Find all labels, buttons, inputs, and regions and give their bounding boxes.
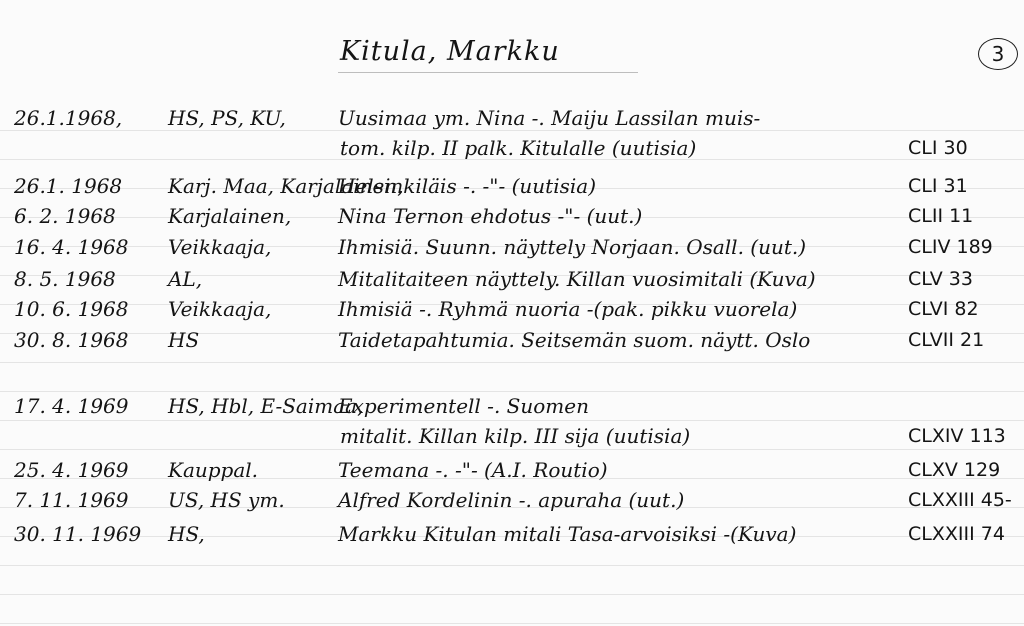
entry-ref: CLV 33 — [908, 268, 973, 290]
entry-date: 7. 11. 1969 — [14, 488, 129, 512]
entry-desc: Alfred Kordelinin -. apuraha (uut.) — [338, 488, 685, 512]
entry-date: 6. 2. 1968 — [14, 204, 116, 228]
entry-date: 8. 5. 1968 — [14, 267, 116, 291]
entry-row — [0, 421, 1024, 451]
entry-desc: Ihmisiä. Suunn. näyttely Norjaan. Osall. (uut.) — [338, 235, 807, 259]
entry-date: 30. 11. 1969 — [14, 522, 142, 546]
entry-desc: tom. kilp. II palk. Kitulalle (uutisia) — [340, 136, 697, 160]
entry-row — [0, 201, 1024, 231]
entry-desc: Helsinkiläis -. -"- (uutisia) — [338, 174, 596, 198]
entry-ref: CLXIV 113 — [908, 425, 1006, 447]
entry-ref: CLXXIII 74 — [908, 523, 1005, 545]
entry-ref: CLI 31 — [908, 175, 968, 197]
entry-row — [0, 485, 1024, 515]
card-number-circle: 3 — [978, 38, 1018, 70]
entry-date: 25. 4. 1969 — [14, 458, 129, 482]
entry-row — [0, 264, 1024, 294]
entry-source: HS, PS, KU, — [168, 106, 286, 130]
entry-source: HS, — [168, 522, 205, 546]
entry-source: HS — [168, 328, 200, 352]
entry-date: 26.1.1968, — [14, 106, 123, 130]
entry-date: 16. 4. 1968 — [14, 235, 129, 259]
entry-source: Veikkaaja, — [168, 235, 272, 259]
entry-ref: CLXV 129 — [908, 459, 1001, 481]
entry-date: 10. 6. 1968 — [14, 297, 129, 321]
entry-desc: Teemana -. -"- (A.I. Routio) — [338, 458, 608, 482]
entry-desc: Uusimaa ym. Nina -. Maiju Lassilan muis- — [338, 106, 761, 130]
entry-row — [0, 519, 1024, 549]
entry-source: Karjalainen, — [168, 204, 292, 228]
entry-ref: CLIV 189 — [908, 236, 993, 258]
entry-ref: CLVII 21 — [908, 329, 985, 351]
entry-desc: Taidetapahtumia. Seitsemän suom. näytt. Oslo — [338, 328, 811, 352]
entry-ref: CLI 30 — [908, 137, 968, 159]
entry-source: AL, — [168, 267, 203, 291]
entry-desc: Nina Ternon ehdotus -"- (uut.) — [338, 204, 643, 228]
entry-row — [0, 171, 1024, 201]
entry-ref: CLII 11 — [908, 205, 974, 227]
entry-source: US, HS ym. — [168, 488, 285, 512]
entry-desc: Markku Kitulan mitali Tasa-arvoisiksi -(Kuva) — [338, 522, 797, 546]
entry-ref: CLXXIII 45- — [908, 489, 1012, 511]
entry-date: 30. 8. 1968 — [14, 328, 129, 352]
title-underline — [338, 72, 638, 73]
entry-date: 26.1. 1968 — [14, 174, 123, 198]
entry-row — [0, 294, 1024, 324]
entry-desc: Experimentell -. Suomen — [338, 394, 589, 418]
entry-row — [0, 232, 1024, 262]
entry-ref: CLVI 82 — [908, 298, 979, 320]
entry-date: 17. 4. 1969 — [14, 394, 129, 418]
entry-source: HS, Hbl, E-Saimaa, — [168, 394, 364, 418]
card-title: Kitula, Markku — [340, 36, 560, 67]
entry-source: Karj. Maa, Karjalainen, — [168, 174, 404, 198]
entry-row — [0, 133, 1024, 163]
entry-desc: mitalit. Killan kilp. III sija (uutisia) — [340, 424, 691, 448]
entry-row — [0, 325, 1024, 355]
entry-row — [0, 103, 1024, 133]
entry-row — [0, 391, 1024, 421]
entry-row — [0, 455, 1024, 485]
entry-desc: Mitalitaiteen näyttely. Killan vuosimitali (Kuva) — [338, 267, 816, 291]
entry-source: Veikkaaja, — [168, 297, 272, 321]
entry-source: Kauppal. — [168, 458, 259, 482]
entry-desc: Ihmisiä -. Ryhmä nuoria -(pak. pikku vuorela) — [338, 297, 798, 321]
